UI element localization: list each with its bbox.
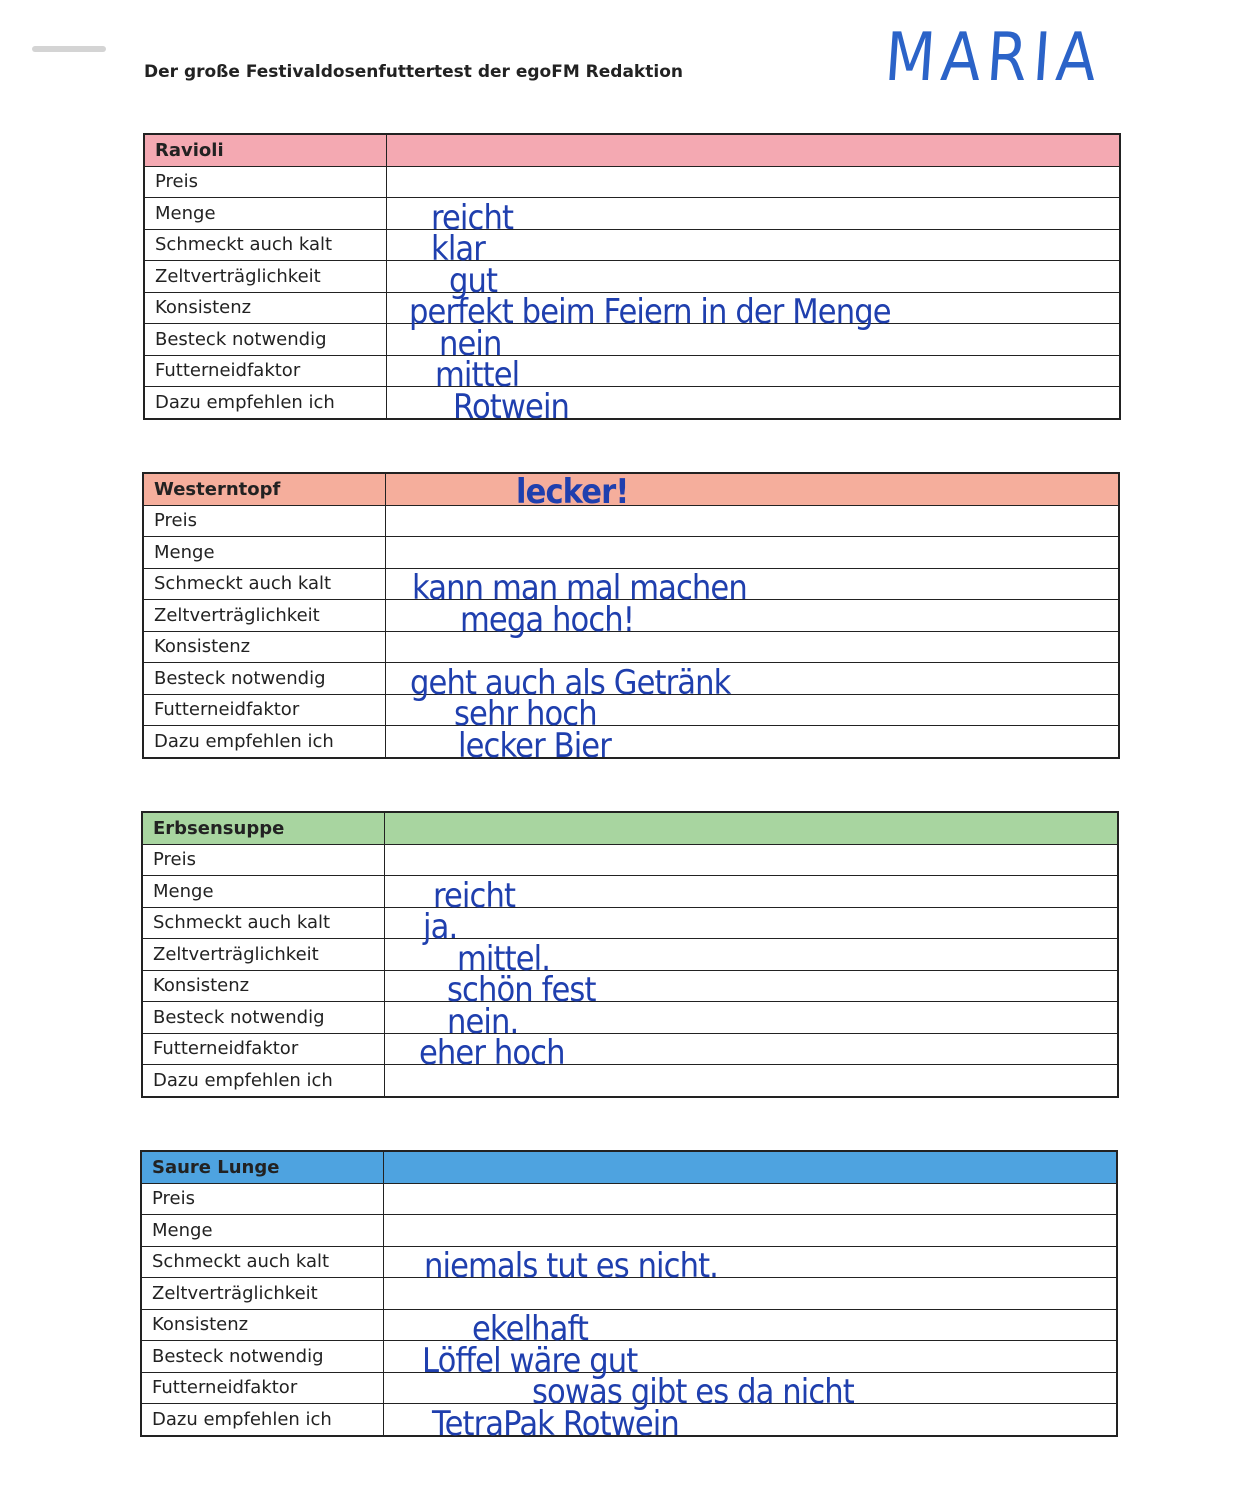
table-row bbox=[142, 1033, 1118, 1065]
food-name: Saure Lunge bbox=[141, 1151, 384, 1183]
table-row bbox=[144, 166, 1120, 198]
table-row bbox=[144, 229, 1120, 261]
criterion-value-cell bbox=[384, 1372, 1118, 1412]
criterion-label: Schmeckt auch kalt bbox=[141, 1246, 384, 1278]
table-row bbox=[142, 876, 1118, 908]
criterion-label: Zeltverträglichkeit bbox=[141, 1278, 384, 1310]
table-row bbox=[143, 631, 1119, 663]
handwritten-note: ja. bbox=[423, 907, 458, 947]
table-row bbox=[142, 907, 1118, 939]
handwritten-note: Löffel wäre gut bbox=[422, 1340, 638, 1381]
handwritten-note: reicht bbox=[433, 875, 516, 916]
criterion-value-cell bbox=[387, 386, 1121, 427]
handwritten-note: mega hoch! bbox=[460, 599, 635, 640]
food-table bbox=[141, 811, 1119, 1098]
table-row bbox=[142, 939, 1118, 971]
criterion-value-cell bbox=[384, 1278, 1118, 1310]
handwritten-note: gut bbox=[449, 260, 498, 301]
criterion-label: Zeltverträglichkeit bbox=[143, 600, 386, 632]
table-row bbox=[141, 1309, 1117, 1341]
handwritten-note: ekelhaft bbox=[472, 1309, 588, 1349]
criterion-label: Schmeckt auch kalt bbox=[142, 907, 385, 939]
table-row bbox=[144, 261, 1120, 293]
criterion-value-cell bbox=[384, 1309, 1118, 1349]
handwritten-note: lecker Bier bbox=[458, 725, 611, 766]
criterion-value-cell bbox=[386, 599, 1120, 640]
criterion-label: Konsistenz bbox=[144, 292, 387, 324]
table-row bbox=[143, 663, 1119, 695]
criterion-value-cell bbox=[385, 907, 1119, 947]
criterion-value-cell bbox=[385, 1001, 1119, 1042]
table-row bbox=[141, 1246, 1117, 1278]
criterion-label: Konsistenz bbox=[142, 970, 385, 1002]
table-row bbox=[143, 568, 1119, 600]
handwritten-note: reicht bbox=[431, 197, 514, 238]
header-value-cell bbox=[386, 471, 1120, 512]
table-row bbox=[144, 355, 1120, 387]
table-header-row bbox=[142, 812, 1118, 844]
criterion-value-cell bbox=[387, 355, 1121, 395]
table-row bbox=[141, 1183, 1117, 1215]
handwritten-note: perfekt beim Feiern in der Menge bbox=[409, 292, 891, 332]
criterion-label: Futterneidfaktor bbox=[142, 1033, 385, 1065]
criterion-label: Preis bbox=[141, 1183, 384, 1215]
criterion-value-cell bbox=[385, 875, 1119, 916]
criterion-value-cell bbox=[387, 166, 1121, 198]
table-row bbox=[144, 324, 1120, 356]
criterion-value-cell bbox=[385, 970, 1119, 1010]
handwritten-note: geht auch als Getränk bbox=[410, 662, 731, 703]
criterion-label: Dazu empfehlen ich bbox=[144, 387, 387, 419]
table-row bbox=[141, 1215, 1117, 1247]
table-header-row bbox=[144, 134, 1120, 166]
criterion-label: Preis bbox=[143, 505, 386, 537]
handwritten-note: niemals tut es nicht. bbox=[424, 1246, 719, 1286]
criterion-value-cell bbox=[387, 229, 1121, 269]
criterion-value-cell bbox=[384, 1183, 1118, 1215]
criterion-value-cell bbox=[387, 197, 1121, 238]
handwritten-note: schön fest bbox=[447, 970, 596, 1010]
criterion-label: Futterneidfaktor bbox=[144, 355, 387, 387]
table-header-row bbox=[141, 1151, 1117, 1183]
criterion-value-cell bbox=[386, 568, 1120, 608]
criterion-value-cell bbox=[386, 694, 1120, 734]
criterion-label: Menge bbox=[143, 537, 386, 569]
criterion-label: Schmeckt auch kalt bbox=[143, 568, 386, 600]
criterion-label: Besteck notwendig bbox=[144, 324, 387, 356]
table-row bbox=[141, 1278, 1117, 1310]
criterion-value-cell bbox=[384, 1340, 1118, 1381]
header-value-cell bbox=[384, 1151, 1118, 1183]
table-row bbox=[142, 1002, 1118, 1034]
criterion-value-cell bbox=[387, 292, 1121, 332]
table-row bbox=[144, 292, 1120, 324]
criterion-value-cell bbox=[384, 1246, 1118, 1286]
handwritten-note: klar bbox=[431, 229, 485, 269]
criterion-value-cell bbox=[386, 631, 1120, 663]
food-name: Westerntopf bbox=[143, 473, 386, 505]
criterion-label: Menge bbox=[144, 198, 387, 230]
table-row bbox=[141, 1372, 1117, 1404]
criterion-value-cell bbox=[387, 323, 1121, 364]
table-row bbox=[143, 694, 1119, 726]
criterion-label: Menge bbox=[142, 876, 385, 908]
criterion-value-cell bbox=[386, 725, 1120, 766]
handwritten-note: nein. bbox=[447, 1001, 519, 1042]
table-row bbox=[142, 844, 1118, 876]
criterion-label: Konsistenz bbox=[143, 631, 386, 663]
header-value-cell bbox=[385, 812, 1119, 844]
criterion-label: Zeltverträglichkeit bbox=[142, 939, 385, 971]
food-name: Erbsensuppe bbox=[142, 812, 385, 844]
criterion-value-cell bbox=[384, 1403, 1118, 1444]
criterion-value-cell bbox=[386, 662, 1120, 703]
food-table bbox=[143, 133, 1121, 427]
signature-maria: MARIA bbox=[882, 18, 1105, 97]
handwritten-note: sehr hoch bbox=[454, 694, 597, 734]
criterion-label: Futterneidfaktor bbox=[143, 694, 386, 726]
food-table bbox=[140, 1150, 1118, 1444]
handwritten-note: nein bbox=[439, 323, 502, 364]
criterion-value-cell bbox=[385, 844, 1119, 876]
handwritten-note: sowas gibt es da nicht bbox=[532, 1372, 854, 1412]
table-row bbox=[143, 537, 1119, 569]
table-row bbox=[143, 726, 1119, 758]
handwritten-note: kann man mal machen bbox=[412, 568, 747, 608]
food-table bbox=[142, 471, 1120, 766]
table-row bbox=[142, 1065, 1118, 1097]
table-row bbox=[144, 198, 1120, 230]
criterion-value-cell bbox=[385, 938, 1119, 979]
table-header-row bbox=[143, 473, 1119, 505]
criterion-value-cell bbox=[386, 537, 1120, 569]
header-value-cell bbox=[387, 134, 1121, 166]
table-row bbox=[144, 387, 1120, 419]
criterion-label: Zeltverträglichkeit bbox=[144, 261, 387, 293]
criterion-value-cell bbox=[385, 1033, 1119, 1073]
table-row bbox=[141, 1404, 1117, 1436]
table-row bbox=[143, 600, 1119, 632]
handwritten-note: mittel. bbox=[457, 938, 551, 979]
criterion-value-cell bbox=[386, 505, 1120, 537]
criterion-label: Dazu empfehlen ich bbox=[141, 1404, 384, 1436]
criterion-value-cell bbox=[385, 1065, 1119, 1097]
criterion-label: Dazu empfehlen ich bbox=[142, 1065, 385, 1097]
criterion-label: Schmeckt auch kalt bbox=[144, 229, 387, 261]
handwritten-note: mittel bbox=[435, 355, 520, 395]
table-row bbox=[142, 970, 1118, 1002]
table-row bbox=[143, 505, 1119, 537]
document-title: Der große Festivaldosenfuttertest der egoFM Redaktion bbox=[144, 62, 683, 82]
criterion-label: Besteck notwendig bbox=[143, 663, 386, 695]
criterion-label: Preis bbox=[144, 166, 387, 198]
table-row bbox=[141, 1341, 1117, 1373]
criterion-label: Futterneidfaktor bbox=[141, 1372, 384, 1404]
criterion-label: Konsistenz bbox=[141, 1309, 384, 1341]
criterion-label: Dazu empfehlen ich bbox=[143, 726, 386, 758]
food-name: Ravioli bbox=[144, 134, 387, 166]
handwritten-note: TetraPak Rotwein bbox=[432, 1403, 679, 1444]
scan-mark bbox=[32, 46, 106, 52]
criterion-label: Preis bbox=[142, 844, 385, 876]
criterion-label: Besteck notwendig bbox=[141, 1341, 384, 1373]
criterion-label: Besteck notwendig bbox=[142, 1002, 385, 1034]
criterion-label: Menge bbox=[141, 1215, 384, 1247]
criterion-value-cell bbox=[384, 1215, 1118, 1247]
handwritten-note: Rotwein bbox=[453, 386, 570, 427]
criterion-value-cell bbox=[387, 260, 1121, 301]
handwritten-note: lecker! bbox=[516, 471, 629, 512]
handwritten-note: eher hoch bbox=[419, 1033, 565, 1073]
